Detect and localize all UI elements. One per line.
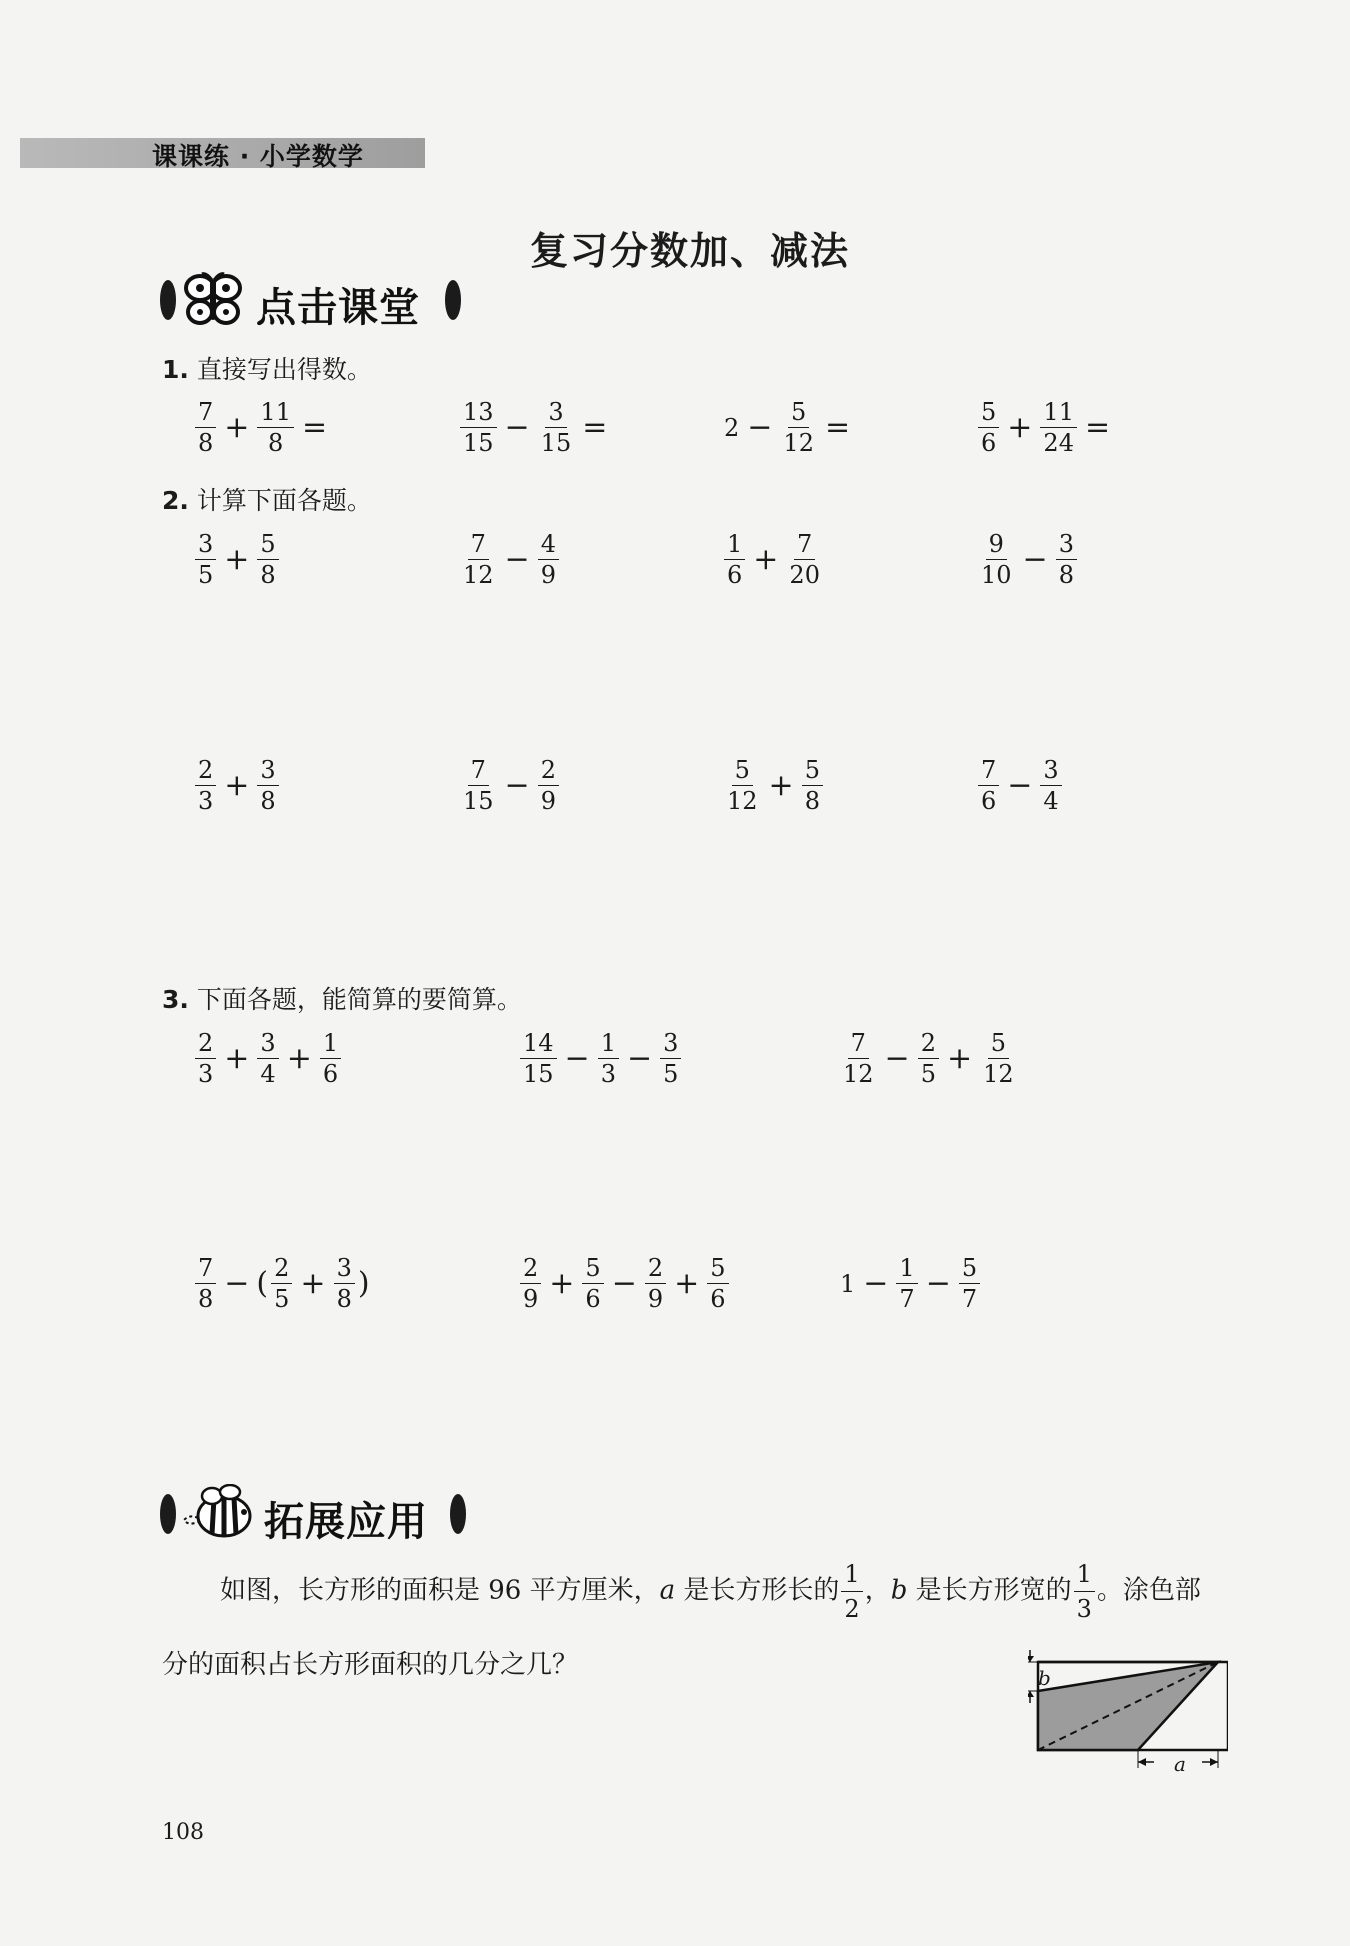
numerator: 1: [724, 532, 745, 560]
numerator: 7: [468, 532, 489, 560]
fraction: [195, 758, 216, 813]
denominator: 6: [981, 787, 997, 815]
q2-item: [458, 532, 561, 587]
fraction: [582, 1256, 603, 1311]
numerator: 1: [896, 1256, 917, 1284]
numerator: 1: [320, 1031, 341, 1059]
fraction: [460, 532, 497, 587]
operator: −: [925, 1265, 951, 1301]
fraction: [538, 532, 559, 587]
number: 1: [840, 1269, 856, 1298]
fraction: [195, 1256, 216, 1311]
dimension-label-b: b: [1038, 1666, 1051, 1690]
q3-item: [838, 1256, 982, 1311]
numerator: 7: [794, 532, 815, 560]
numerator: 2: [645, 1256, 666, 1284]
denominator: 8: [198, 1285, 214, 1313]
operator: −: [884, 1040, 910, 1076]
section-title-classroom: 点击课堂: [256, 285, 420, 331]
operator: +: [753, 541, 779, 577]
operator: −: [626, 1040, 653, 1076]
book-series-label: 课课练 · 小学数学: [152, 142, 364, 171]
fraction: [978, 532, 1015, 587]
numerator: 5: [959, 1256, 980, 1284]
numerator: 11: [1040, 400, 1077, 428]
numerator: 5: [707, 1256, 728, 1284]
denominator: 8: [260, 561, 276, 589]
fraction: [520, 1031, 557, 1086]
numerator: 3: [545, 400, 566, 428]
section-banner-classroom: [160, 276, 460, 331]
operator: +: [224, 1040, 250, 1076]
denominator: 8: [268, 429, 284, 457]
fraction: [334, 1256, 355, 1311]
denominator: 12: [463, 561, 494, 589]
operator: +: [946, 1040, 973, 1076]
numerator: 7: [848, 1031, 869, 1059]
fraction: [645, 1256, 666, 1311]
operator: −: [564, 1040, 590, 1076]
denominator: 12: [727, 787, 758, 815]
q1-item: [722, 400, 856, 455]
fraction: [538, 758, 559, 813]
fraction: [918, 1031, 939, 1086]
q2-item: [193, 758, 281, 813]
denominator: 9: [540, 787, 556, 815]
fraction: [520, 1256, 541, 1311]
numerator: 2: [918, 1031, 939, 1059]
operator: −: [1022, 541, 1048, 577]
denominator: 7: [961, 1285, 978, 1313]
fraction: [896, 1256, 917, 1311]
denominator: 7: [899, 1285, 915, 1313]
fraction: [840, 1031, 877, 1086]
denominator: 4: [260, 1060, 276, 1088]
q3-item: [518, 1256, 731, 1311]
question-1-title: 1. 直接写出得数。: [162, 355, 372, 384]
denominator: 15: [463, 429, 494, 457]
fraction: [195, 1031, 216, 1086]
number: 2: [724, 413, 740, 442]
page-number: 108: [162, 1820, 204, 1845]
operator: =: [1084, 409, 1111, 445]
numerator: 7: [468, 758, 489, 786]
denominator: 6: [585, 1285, 601, 1313]
fraction: [1040, 400, 1077, 455]
denominator: 15: [540, 429, 572, 457]
numerator: 14: [520, 1031, 557, 1059]
denominator: 24: [1043, 429, 1074, 457]
numerator: 3: [257, 1031, 278, 1059]
fraction: [271, 1256, 292, 1311]
fraction: [257, 1031, 278, 1086]
numerator: 5: [732, 758, 753, 786]
numerator: 3: [195, 532, 216, 560]
operator: −: [611, 1265, 637, 1301]
fraction: [707, 1256, 728, 1311]
denominator: 10: [981, 561, 1012, 589]
problem-line-2: 分的面积占长方形面积的几分之几？: [162, 1650, 579, 1680]
fraction: [724, 758, 761, 813]
numerator: 5: [582, 1256, 603, 1284]
operator: −: [1007, 767, 1033, 803]
numerator: 2: [520, 1256, 541, 1284]
operator: −: [504, 541, 530, 577]
dimension-label-a: a: [1174, 1752, 1186, 1776]
parenthesis: (: [256, 1265, 269, 1301]
question-3-title: 3. 下面各题，能简算的要简算。: [162, 985, 522, 1014]
numerator: 5: [788, 400, 809, 428]
fraction: [786, 532, 823, 587]
denominator: 6: [727, 561, 743, 589]
fraction: [980, 1031, 1017, 1086]
operator: −: [863, 1265, 889, 1301]
numerator: 2: [271, 1256, 292, 1284]
numerator: 5: [978, 400, 999, 428]
operator: =: [824, 409, 851, 445]
denominator: 5: [198, 561, 214, 589]
denominator: 6: [322, 1060, 339, 1088]
numerator: 5: [988, 1031, 1009, 1059]
operator: +: [224, 541, 250, 577]
operator: −: [504, 767, 530, 803]
numerator: 13: [460, 400, 497, 428]
numerator: 1: [598, 1031, 619, 1059]
q3-item: [193, 1256, 371, 1311]
operator: −: [504, 409, 530, 445]
denominator: 8: [260, 787, 276, 815]
denominator: 5: [663, 1060, 679, 1088]
q3-item: [193, 1031, 343, 1086]
denominator: 5: [920, 1060, 936, 1088]
denominator: 15: [523, 1060, 554, 1088]
numerator: 2: [195, 758, 216, 786]
operator: +: [286, 1040, 312, 1076]
q2-item: [722, 532, 825, 587]
parenthesis: ): [357, 1265, 370, 1301]
fraction: [1040, 758, 1061, 813]
denominator: 8: [198, 429, 214, 457]
numerator: 5: [257, 532, 278, 560]
numerator: 3: [660, 1031, 681, 1059]
fraction: [195, 400, 216, 455]
q1-item: [976, 400, 1116, 455]
operator: +: [768, 767, 794, 803]
numerator: 11: [257, 400, 294, 428]
denominator: 15: [463, 787, 494, 815]
fraction: [802, 758, 823, 813]
q2-item: [976, 532, 1079, 587]
operator: +: [549, 1265, 575, 1301]
denominator: 3: [600, 1060, 616, 1088]
numerator: 4: [538, 532, 559, 560]
denominator: 20: [789, 561, 820, 589]
denominator: 12: [783, 429, 814, 457]
fraction: [257, 400, 294, 455]
fraction: [780, 400, 817, 455]
operator: +: [224, 767, 250, 803]
operator: +: [1007, 409, 1033, 445]
denominator: 8: [804, 787, 820, 815]
fraction: [195, 532, 216, 587]
numerator: 3: [257, 758, 278, 786]
fraction: [257, 758, 278, 813]
denominator: 4: [1043, 787, 1059, 815]
fraction: [320, 1031, 341, 1086]
fraction: [959, 1256, 980, 1311]
numerator: 7: [978, 758, 999, 786]
fraction: [724, 532, 745, 587]
numerator: 2: [538, 758, 559, 786]
numerator: 2: [195, 1031, 216, 1059]
q3-item: [838, 1031, 1019, 1086]
fraction: [978, 758, 999, 813]
fraction: [538, 400, 575, 455]
section-banner-extension: [160, 1490, 465, 1545]
operator: −: [747, 409, 773, 445]
q3-item: [518, 1031, 683, 1086]
q2-item: [722, 758, 825, 813]
denominator: 3: [198, 1060, 214, 1088]
section-title-extension: 拓展应用: [264, 1499, 428, 1545]
q1-item: [458, 400, 613, 455]
fraction: [978, 400, 999, 455]
q2-item: [193, 532, 281, 587]
numerator: 7: [195, 400, 216, 428]
problem-line-1: 如图，长方形的面积是 96 平方厘米，a 是长方形长的 $\frac{1}{2}$ ，b 是长方形宽的 $\frac{1}{3}$ 。涂色部: [220, 1560, 1201, 1623]
bee-icon: [178, 1484, 258, 1542]
numerator: 3: [1040, 758, 1061, 786]
denominator: 6: [981, 429, 997, 457]
butterfly-icon: [182, 272, 244, 330]
denominator: 3: [198, 787, 214, 815]
denominator: 12: [843, 1060, 874, 1088]
q1-item: [193, 400, 333, 455]
denominator: 9: [540, 561, 556, 589]
operator: +: [300, 1265, 326, 1301]
numerator: 3: [334, 1256, 355, 1284]
fraction: [660, 1031, 681, 1086]
fraction: [460, 758, 497, 813]
denominator: 9: [647, 1285, 664, 1313]
denominator: 6: [710, 1285, 726, 1313]
denominator: 8: [336, 1285, 352, 1313]
operator: +: [674, 1265, 700, 1301]
denominator: 8: [1058, 561, 1074, 589]
numerator: 5: [802, 758, 823, 786]
numerator: 7: [195, 1256, 216, 1284]
numerator: 9: [986, 532, 1007, 560]
rectangle-diagram: [1028, 1640, 1228, 1780]
page-title: 复习分数加、减法: [529, 229, 850, 273]
fraction: [598, 1031, 619, 1086]
question-2-title: 2. 计算下面各题。: [162, 486, 372, 515]
q2-item: [976, 758, 1064, 813]
operator: +: [224, 409, 250, 445]
fraction: [257, 532, 278, 587]
fraction: [1056, 532, 1077, 587]
q2-item: [458, 758, 561, 813]
fraction: [460, 400, 497, 455]
denominator: 9: [523, 1285, 539, 1313]
denominator: 5: [274, 1285, 290, 1313]
numerator: 3: [1056, 532, 1077, 560]
operator: =: [582, 409, 608, 445]
operator: =: [301, 409, 328, 445]
denominator: 12: [983, 1060, 1014, 1088]
operator: −: [224, 1265, 250, 1301]
